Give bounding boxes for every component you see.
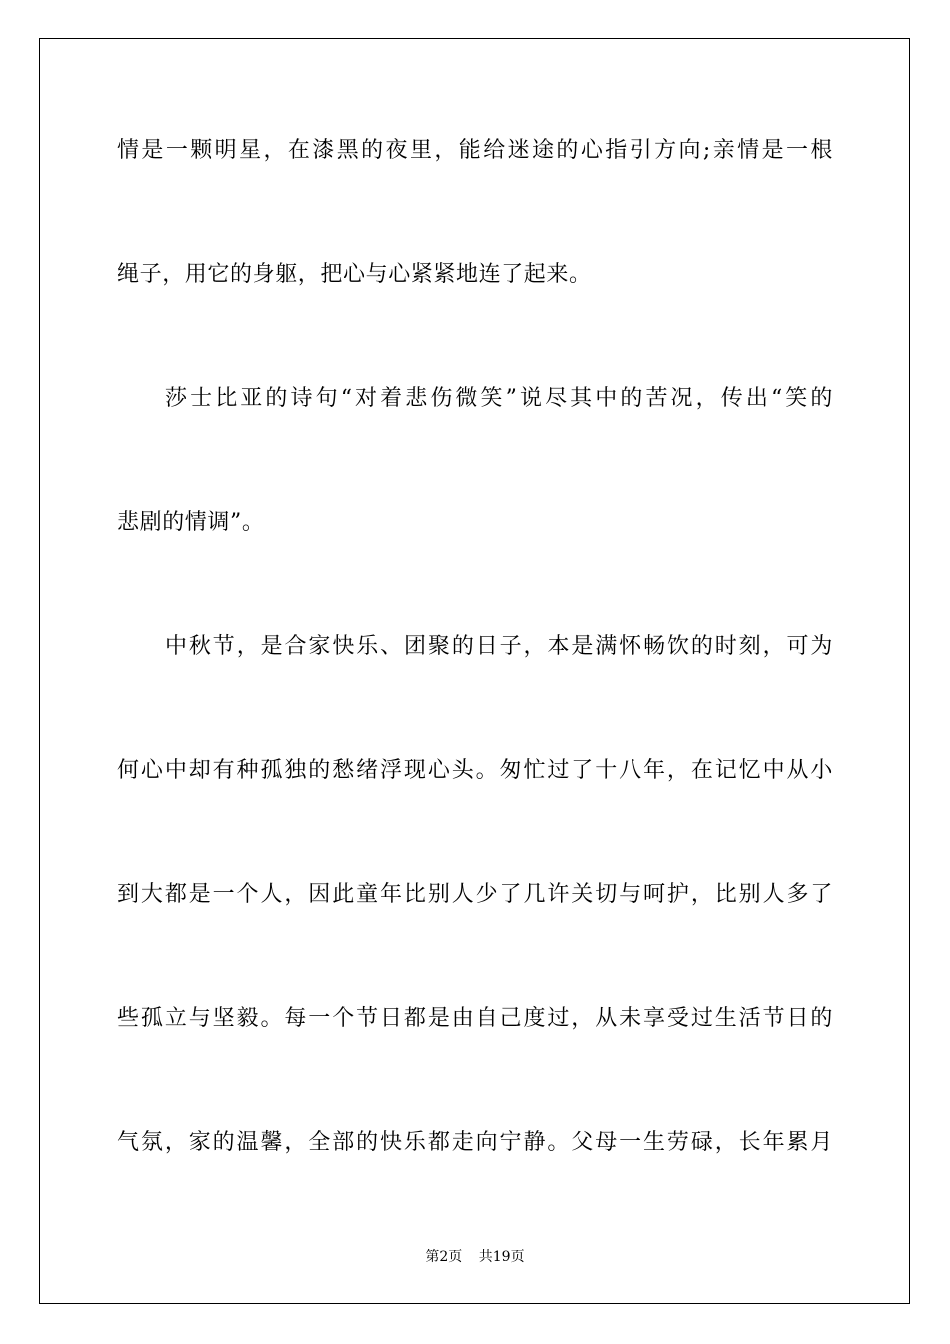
text-line: 绳子，用它的身躯，把心与心紧紧地连了起来。	[117, 262, 592, 287]
page-footer	[0, 1247, 950, 1267]
text-line: 些孤立与坚毅。每一个节日都是由自己度过，从未享受过生活节日的	[117, 1006, 833, 1031]
page-number: 第2页	[425, 1249, 463, 1265]
page-total: 共19页	[478, 1249, 525, 1265]
text-line: 莎士比亚的诗句“对着悲伤微笑”说尽其中的苦况，传出“笑的	[165, 386, 833, 411]
text-line: 情是一颗明星，在漆黑的夜里，能给迷途的心指引方向;亲情是一根	[117, 138, 833, 163]
text-line: 中秋节，是合家快乐、团聚的日子，本是满怀畅饮的时刻，可为	[165, 634, 833, 659]
text-line: 悲剧的情调”。	[117, 510, 265, 535]
text-line: 气氛，家的温馨，全部的快乐都走向宁静。父母一生劳碌，长年累月	[117, 1130, 833, 1155]
page-border	[39, 38, 910, 1304]
text-line: 到大都是一个人，因此童年比别人少了几许关切与呵护，比别人多了	[117, 882, 833, 907]
text-line: 何心中却有种孤独的愁绪浮现心头。匆忙过了十八年，在记忆中从小	[117, 758, 833, 783]
